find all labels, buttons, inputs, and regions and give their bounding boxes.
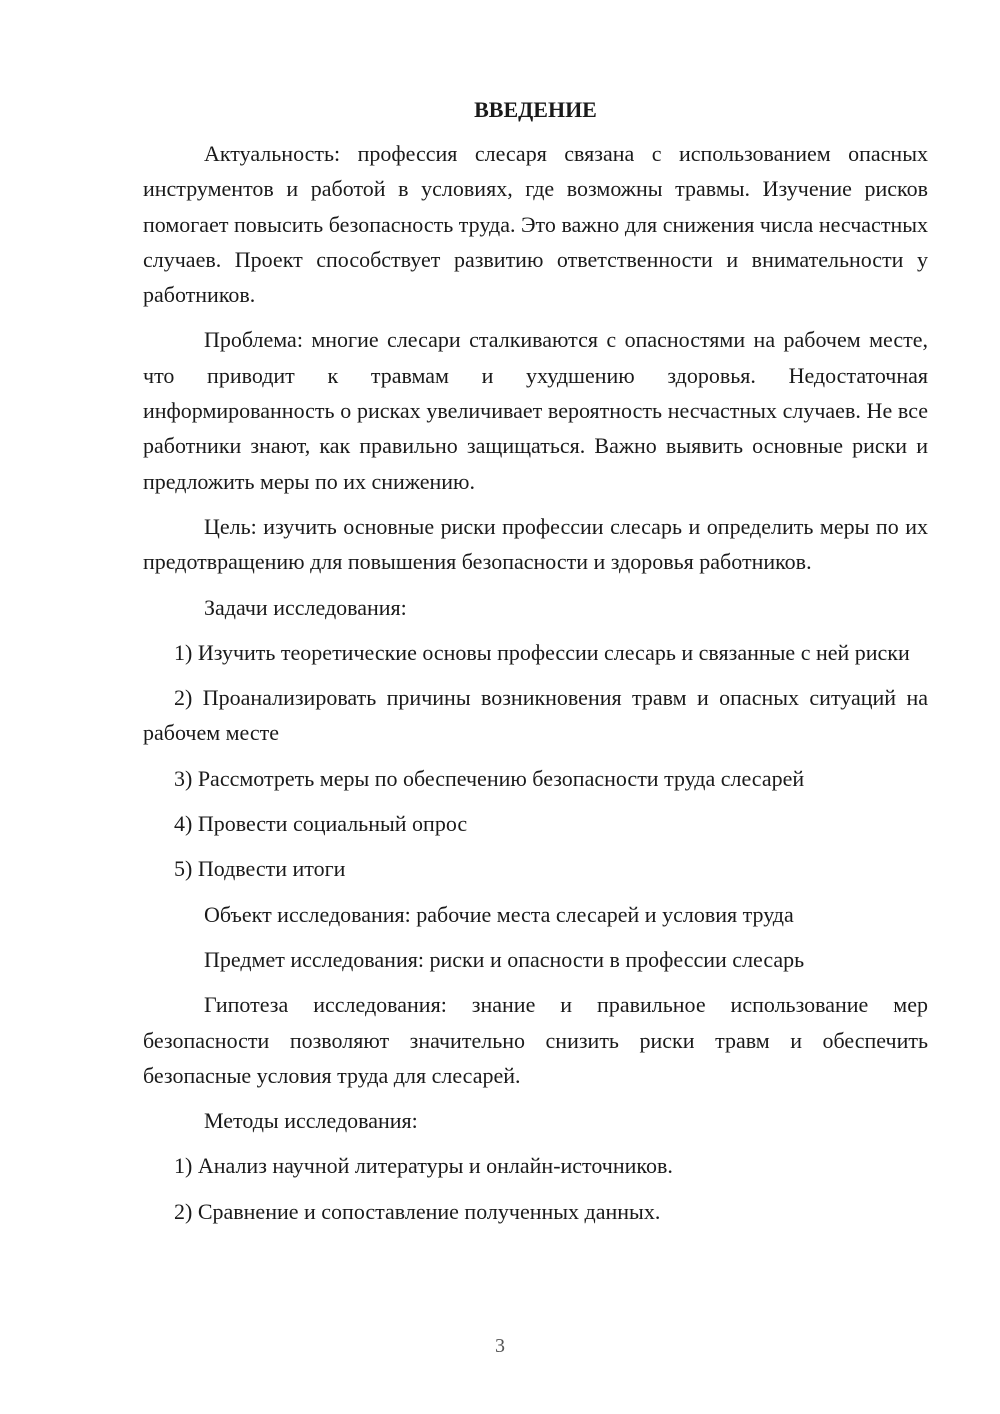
object-line: Объект исследования: рабочие места слесарей и условия труда: [204, 901, 794, 927]
problem-paragraph: Проблема: многие слесари сталкиваются с опасностями на рабочем месте, что приводит к травмам и ухудшению здоровья. Недостаточная информированность о рисках увеличивает вероятность несчастных случаев. Не все работники знают, как правильно защищаться. Важно выявить основные риски и предложить меры по их снижению.: [143, 327, 928, 494]
page-content: [143, 94, 928, 1239]
task-item-2: 2) Проанализировать причины возникновения травм и опасных ситуаций на рабочем месте: [143, 685, 928, 746]
goal-paragraph: Цель: изучить основные риски профессии слесарь и определить меры по их предотвращению для повышения безопасности и здоровья работников.: [143, 513, 928, 575]
page-number: 3: [495, 1335, 505, 1357]
method-item-2: 2) Сравнение и сопоставление полученных данных.: [174, 1198, 661, 1224]
relevance-paragraph: Актуальность: профессия слесаря связана с использованием опасных инструментов и работой в условиях, где возможны травмы. Изучение рисков помогает повысить безопасность труда. Это важно для снижения числа несчастных случаев. Проект способствует развитию ответственности и внимательности у работников.: [143, 141, 928, 308]
tasks-heading: Задачи исследования:: [204, 594, 407, 620]
task-item-1: 1) Изучить теоретические основы профессии слесарь и связанные с ней риски: [174, 639, 910, 665]
task-item-5: 5) Подвести итоги: [174, 856, 346, 882]
subject-line: Предмет исследования: риски и опасности в профессии слесарь: [204, 946, 805, 972]
hypothesis-paragraph: Гипотеза исследования: знание и правильное использование мер безопасности позволяют значительно снизить риски травм и обеспечить безопасные условия труда для слесарей.: [143, 992, 928, 1088]
methods-heading: Методы исследования:: [204, 1108, 418, 1134]
task-item-4: 4) Провести социальный опрос: [174, 811, 468, 837]
method-item-1: 1) Анализ научной литературы и онлайн-источников.: [174, 1153, 673, 1179]
task-item-3: 3) Рассмотреть меры по обеспечению безопасности труда слесарей: [174, 765, 805, 791]
page-title: ВВЕДЕНИЕ: [474, 97, 597, 122]
